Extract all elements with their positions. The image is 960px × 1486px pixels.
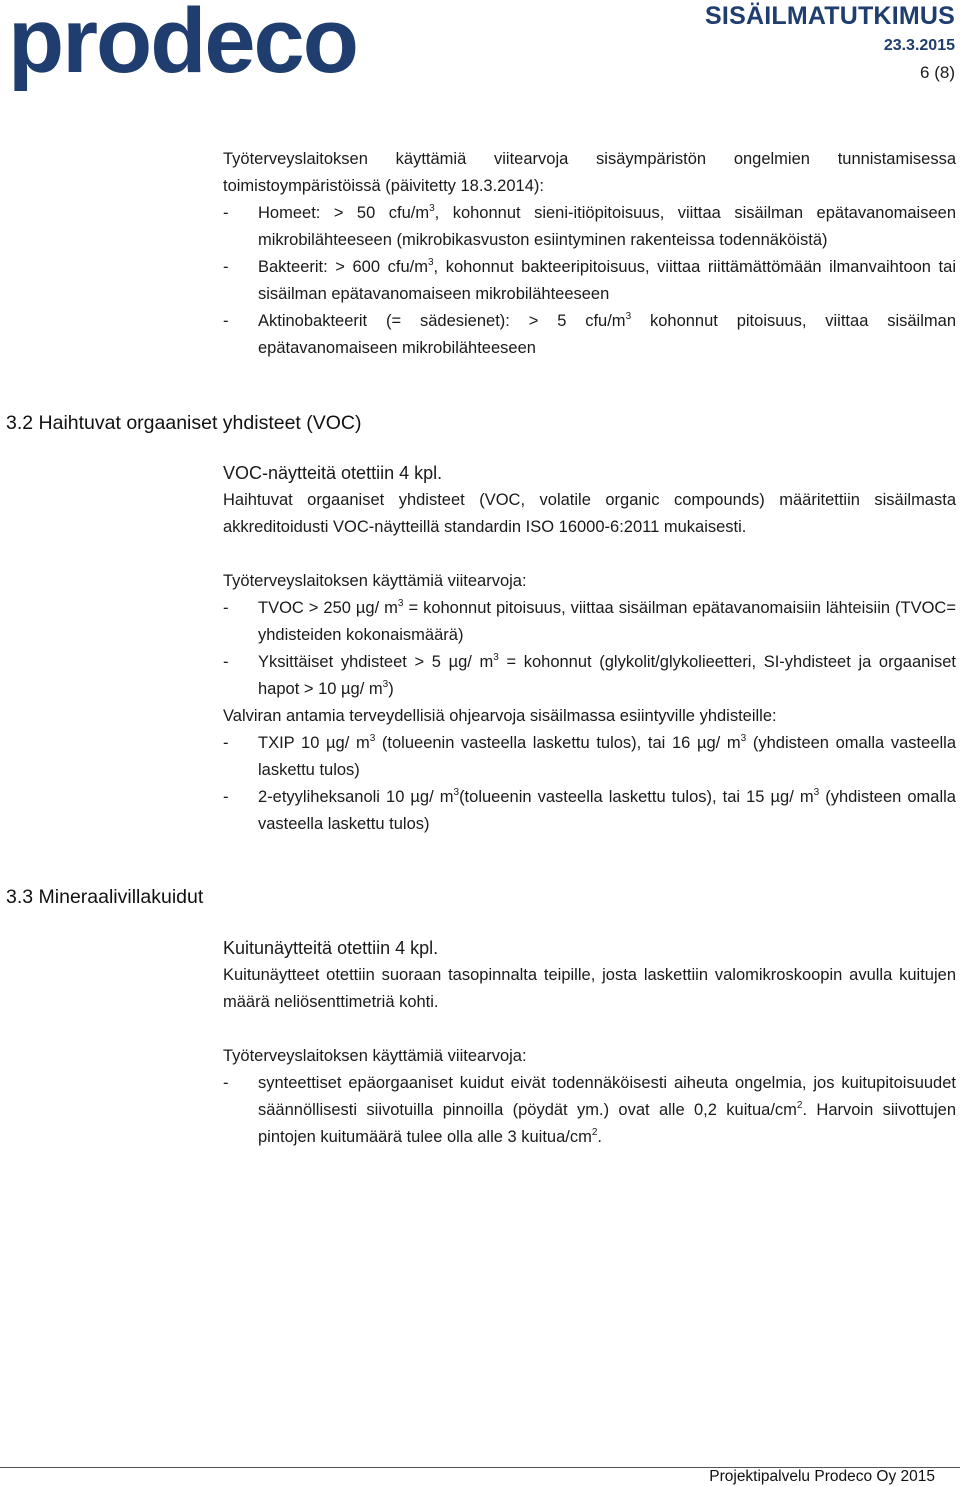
valvira-list	[223, 730, 956, 838]
logo-text: prodeco	[8, 2, 357, 92]
list-item: - TXIP 10 µg/ $m^3$ (tolueenin vasteella laskettu tulos), tai 16 µg/ $m^3$ (yhdisteen omalla vasteella laskettu tulos)	[223, 732, 957, 779]
page-number: 6 (8)	[920, 63, 955, 82]
list-item: - TVOC > 250 µg/ $m^3$ = kohonnut pitoisuus, viittaa sisäilman epätavanomaisiin lähteisiin (TVOC= yhdisteiden kokonaismäärä)	[223, 597, 956, 644]
intro-text: Työterveyslaitoksen käyttämiä viitearvoja sisäympäristön ongelmien tunnistamisessa toimistoympäristöissä (päivitetty 18.3.2014):	[223, 150, 956, 195]
valvira-title: Valviran antamia terveydellisiä ohjearvoja sisäilmassa esiintyville yhdisteille:	[223, 707, 777, 725]
list-item: - Bakteerit: > 600 cfu/$m^3$, kohonnut bakteeripitoisuus, viittaa riittämättömään ilmanvaihtoon tai sisäilman epätavanomaiseen mikrobilähteeseen	[223, 256, 956, 303]
fiber-reference-list	[223, 1070, 956, 1151]
voc-description: Haihtuvat orgaaniset yhdisteet (VOC, volatile organic compounds) määritettiin sisäilmasta akkreditoidusti VOC-näytteillä standardin ISO 16000-6:2011 mukaisesti.	[223, 491, 956, 536]
report-date: 23.3.2015	[883, 37, 955, 54]
voc-sample-count: VOC-näytteitä otettiin 4 kpl.	[223, 463, 443, 483]
fiber-description: Kuitunäytteet otettiin suoraan tasopinnalta teipille, josta laskettiin valomikroskoopin avulla kuitujen määrä neliösenttimetriä kohti.	[223, 966, 956, 1011]
microbe-reference-list	[223, 200, 956, 362]
voc-section-body	[223, 459, 956, 838]
list-item: - Yksittäiset yhdisteet > 5 µg/ $m^3$ = kohonnut (glykolit/glykolieetteri, SI-yhdisteet ja orgaaniset hapot > 10 µg/ $m^3$)	[223, 651, 956, 698]
fiber-sample-count: Kuitunäytteitä otettiin 4 kpl.	[223, 938, 439, 958]
fiber-reference-title: Työterveyslaitoksen käyttämiä viitearvoja:	[223, 1047, 527, 1065]
voc-reference-title: Työterveyslaitoksen käyttämiä viitearvoja:	[223, 572, 527, 590]
section-heading-voc: 3.2 Haihtuvat orgaaniset yhdisteet (VOC)	[6, 412, 362, 434]
list-item: - Homeet: > 50 cfu/$m^3$, kohonnut sieni-itiöpitoisuus, viittaa sisäilman epätavanomaiseen mikrobilähteeseen (mikrobikasvuston esiintyminen rakenteissa todennäköistä)	[223, 202, 956, 249]
voc-reference-list	[223, 595, 956, 703]
list-item: - synteettiset epäorgaaniset kuidut eivät todennäköisesti aiheuta ongelmia, jos kuitupitoisuudet säännöllisesti siivotuilla pinnoilla (pöydät ym.) ovat alle 0,2 kuitua/$cm^2$. Harvoin siivottujen pintojen kuitumäärä tulee olla alle 3 kuitua/$cm^2$.	[223, 1074, 957, 1146]
footer-text: Projektipalvelu Prodeco Oy 2015	[709, 1468, 935, 1485]
prodeco-logo	[6, 2, 380, 94]
report-title: SISÄILMATUTKIMUS	[705, 2, 955, 30]
list-item: - 2-etyyliheksanoli 10 µg/ $m^3(tolueenin$ vasteella laskettu tulos), tai 15 µg/ $m^3$ (yhdisteen omalla vasteella laskettu tulos)	[223, 786, 956, 833]
section-heading-fibers: 3.3 Mineraalivillakuidut	[6, 886, 204, 908]
mold-reference-block	[223, 146, 956, 362]
fiber-section-body	[223, 934, 956, 1151]
list-item: - Aktinobakteerit (= sädesienet): > 5 cfu/$m^3$ kohonnut pitoisuus, viittaa sisäilman epätavanomaiseen mikrobilähteeseen	[223, 310, 956, 357]
